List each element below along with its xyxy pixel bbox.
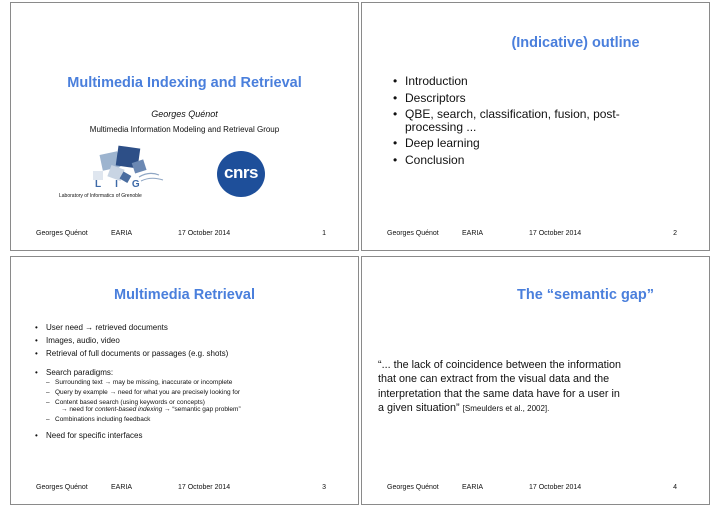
lig-caption: Laboratory of Informatics of Grenoble bbox=[59, 193, 142, 199]
sub-item: – Surrounding text → may be missing, inaccurate or incomplete bbox=[46, 379, 350, 386]
slide-title: Multimedia Indexing and Retrieval bbox=[67, 75, 302, 91]
sub-item: – Content based search (using keywords or concepts) → need for content-based indexing → “semantic gap problem” bbox=[46, 399, 350, 413]
slide-1 bbox=[10, 2, 359, 251]
quote-line: a given situation” [Smeulders et al., 2002]. bbox=[378, 402, 550, 415]
page-number: 1 bbox=[322, 230, 326, 237]
slide-2 bbox=[361, 2, 710, 251]
footer-event: EARIA bbox=[111, 484, 133, 491]
quote-line: “... the lack of coincidence between the information bbox=[378, 359, 622, 371]
footer-date: 17 October 2014 bbox=[178, 484, 231, 491]
quote-line: that one can extract from the visual data and the bbox=[378, 373, 610, 386]
footer-author: Georges Quénot bbox=[387, 230, 439, 237]
list-item: • Introduction bbox=[393, 75, 693, 88]
list-item: • Need for specific interfaces bbox=[35, 431, 350, 440]
page-number: 3 bbox=[322, 484, 326, 491]
content-list bbox=[35, 323, 350, 444]
citation: [Smeulders et al., 2002]. bbox=[462, 404, 550, 414]
footer-date: 17 October 2014 bbox=[529, 484, 582, 491]
page-number: 4 bbox=[673, 484, 677, 491]
sub-list bbox=[46, 379, 350, 423]
slide-4 bbox=[361, 256, 710, 505]
list-item: • Descriptors bbox=[393, 92, 693, 105]
list-item: • QBE, search, classification, fusion, post- processing ... bbox=[393, 108, 693, 133]
slide-title: The “semantic gap” bbox=[517, 287, 654, 303]
footer-date: 17 October 2014 bbox=[178, 230, 231, 237]
sub-item: – Combinations including feedback bbox=[46, 416, 350, 423]
footer-author: Georges Quénot bbox=[387, 484, 439, 491]
footer-event: EARIA bbox=[462, 484, 484, 491]
sub-item: – Query by example → need for what you are precisely looking for bbox=[46, 389, 350, 396]
slide-title: (Indicative) outline bbox=[511, 35, 640, 51]
quote-block bbox=[378, 358, 703, 415]
footer-event: EARIA bbox=[462, 230, 484, 237]
slide-3 bbox=[10, 256, 359, 505]
cnrs-logo bbox=[217, 151, 265, 197]
lig-letters: LIG bbox=[95, 179, 154, 190]
list-item: • Retrieval of full documents or passages (e.g. shots) bbox=[35, 349, 350, 358]
list-item: • Search paradigms: – Surrounding text → may be missing, inaccurate or incomplete – Query by example → need for what you are precisely looking for – Content based search (using keywords or concepts) → need for content-based indexing → “semantic gap problem” – Combinations including feedback bbox=[35, 368, 350, 423]
list-item: • User need → retrieved documents bbox=[35, 323, 350, 332]
group-name: Multimedia Information Modeling and Retrieval Group bbox=[89, 125, 280, 134]
page-number: 2 bbox=[673, 230, 677, 237]
outline-list bbox=[393, 75, 693, 171]
quote-line: interpretation that the same data have for a user in bbox=[378, 387, 620, 400]
footer-date: 17 October 2014 bbox=[529, 230, 582, 237]
footer-author: Georges Quénot bbox=[36, 230, 88, 237]
list-item: • Conclusion bbox=[393, 154, 693, 167]
list-item: • Deep learning bbox=[393, 137, 693, 150]
lig-logo bbox=[59, 143, 183, 201]
footer-author: Georges Quénot bbox=[36, 484, 88, 491]
cnrs-text: cnrs bbox=[224, 163, 258, 182]
author-name: Georges Quénot bbox=[151, 109, 218, 119]
footer-event: EARIA bbox=[111, 230, 133, 237]
slide-title: Multimedia Retrieval bbox=[113, 287, 255, 303]
list-item: • Images, audio, video bbox=[35, 336, 350, 345]
